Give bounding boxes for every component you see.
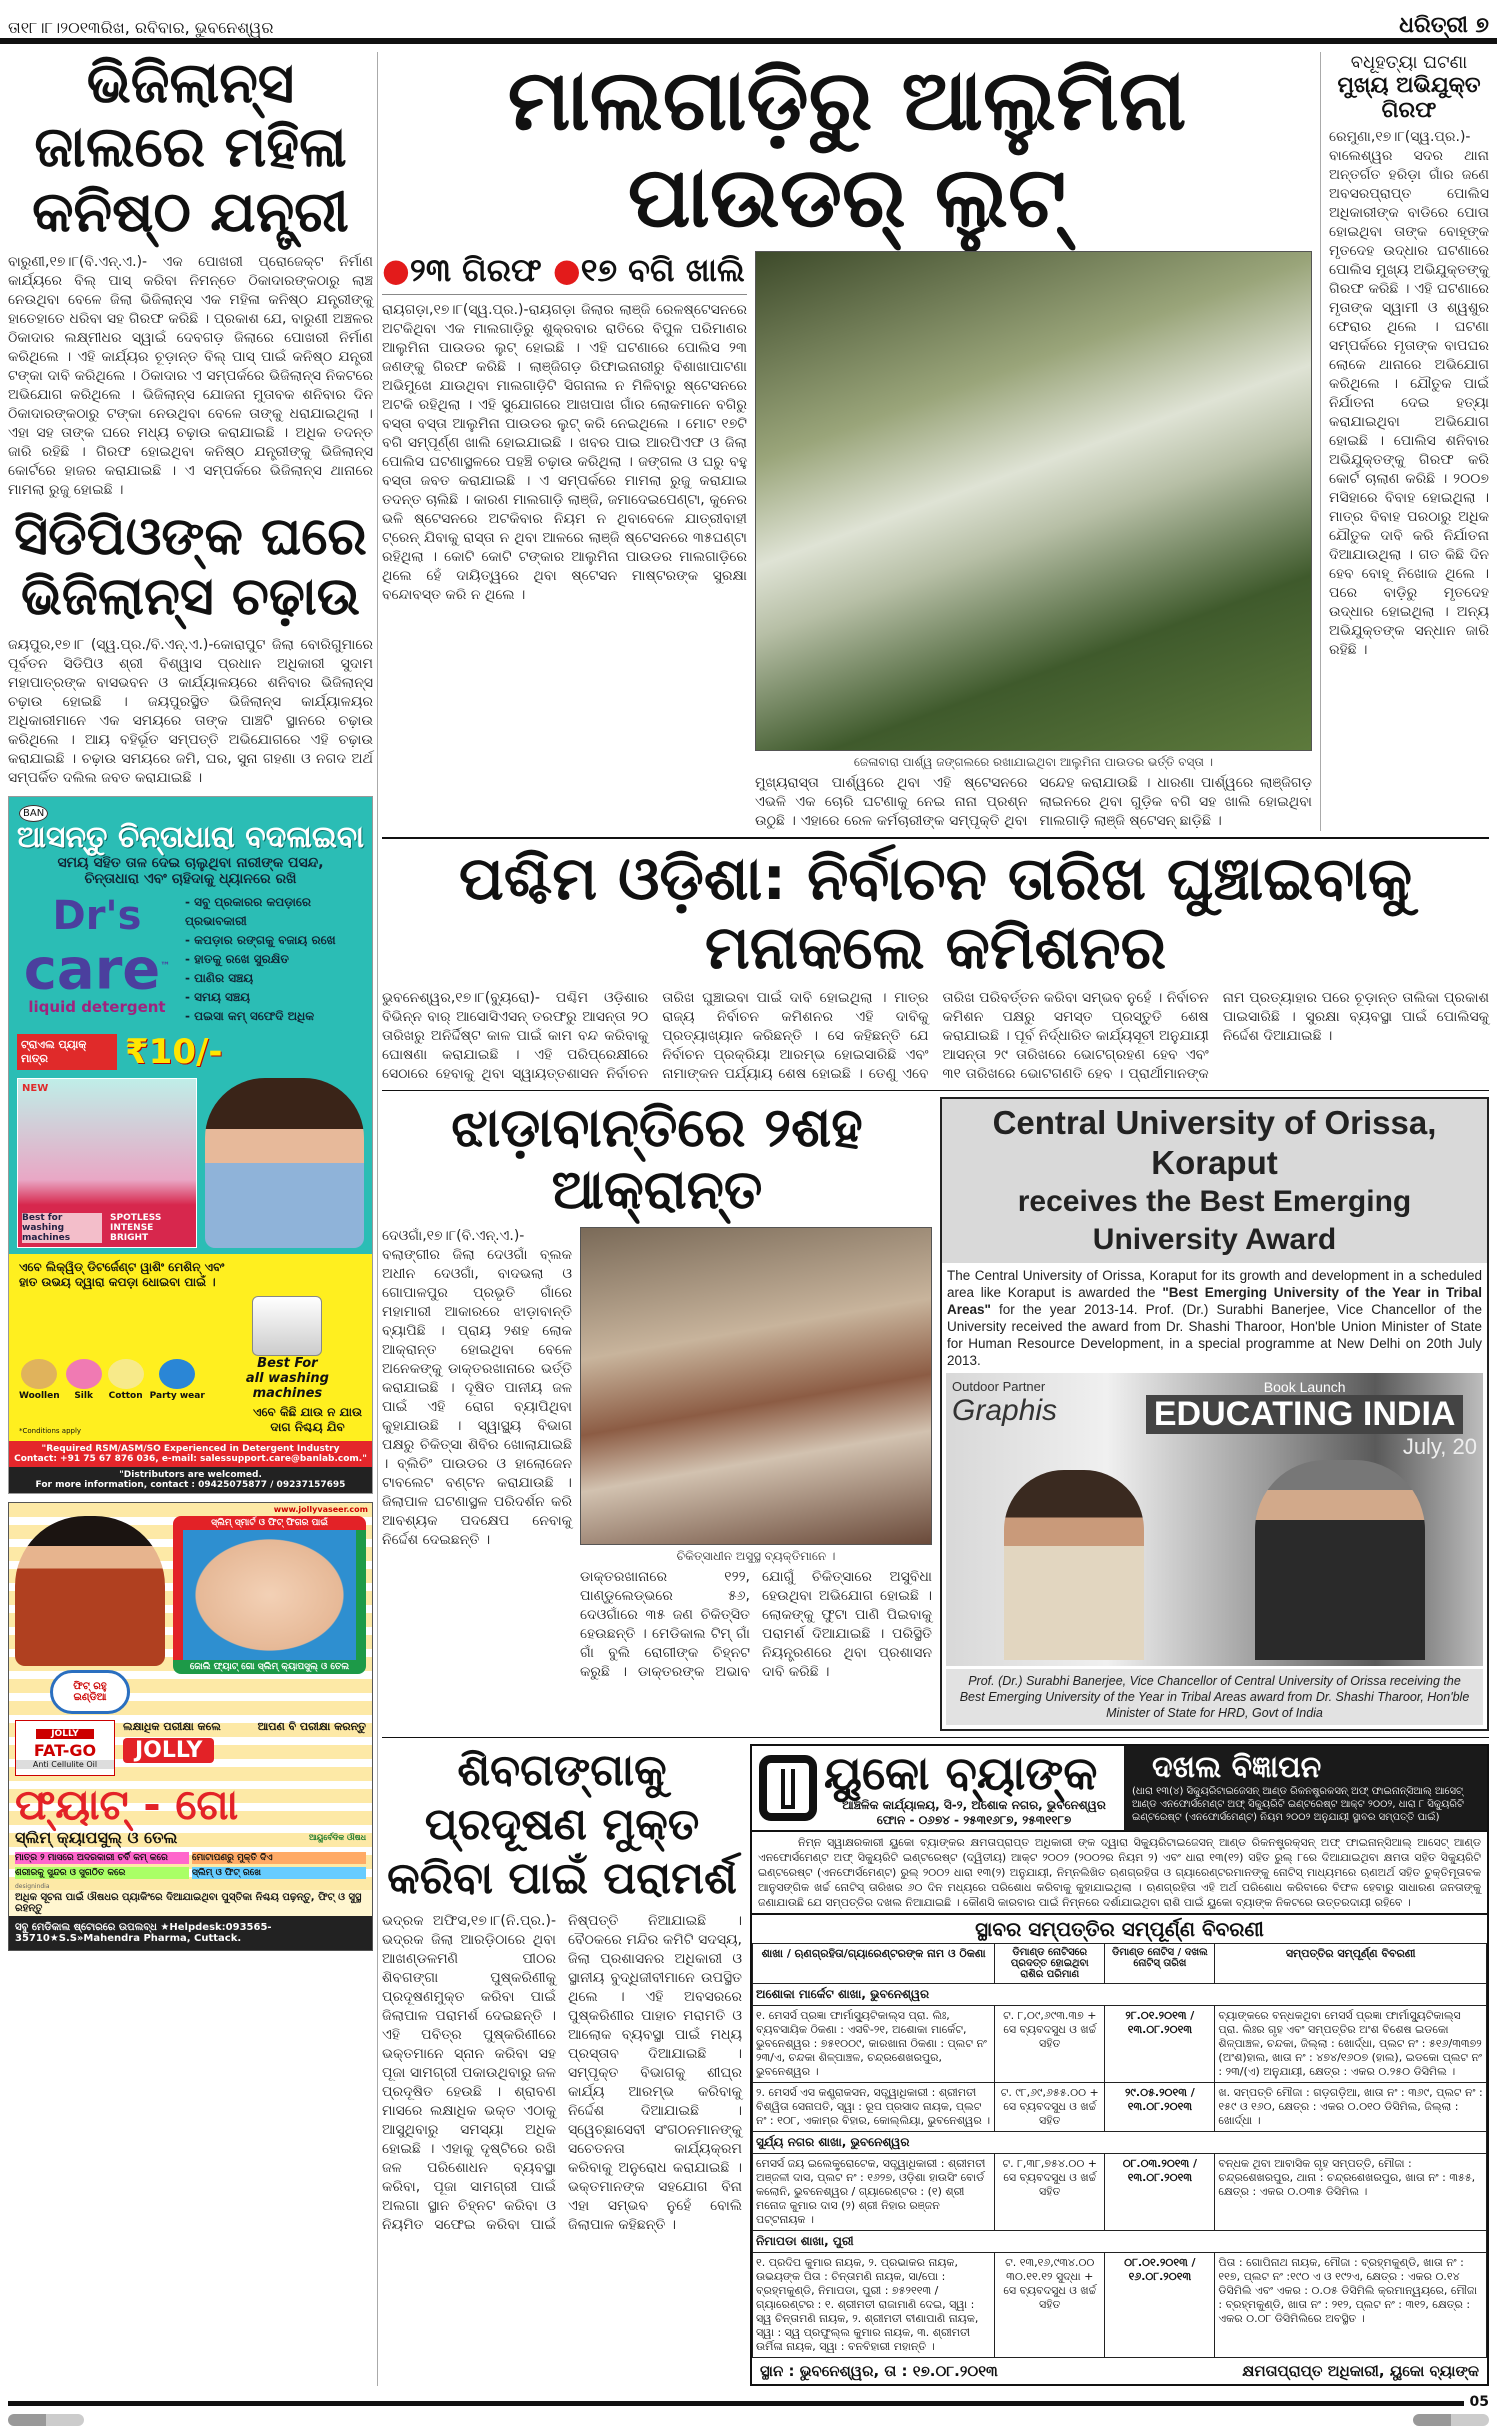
cholera-article-body: ଦେଓଗାଁ,୧୭।୮(ବି.ଏନ୍.ଏ.)- ବଲାଙ୍ଗୀର ଜିଲା ଦେଓଗାଁ ବ୍ଲକ ଅଧୀନ ଦେଓଗାଁ, ବାଦଭଲା ଓ ଗୋପାଳପୁର ପ୍ରଭୃତି ଗାଁରେ ମହାମାରୀ ଆକାରରେ ଝାଡ଼ାବାନ୍ତି ବ୍ୟାପିଛି । ପ୍ରାୟ ୨ଶହ ଲୋକ ଆକ୍ରାନ୍ତ ହୋଇଥିବା ବେଳେ ଅନେକଙ୍କୁ ଡାକ୍ତରଖାନାରେ ଭର୍ତ୍ତି କରାଯାଇଛି । ଦୂଷିତ ପାନୀୟ ଜଳ ପାଇଁ ଏହି ରୋଗ ବ୍ୟାପିଥିବା କୁହାଯାଉଛି । ସ୍ୱାସ୍ଥ୍ୟ ବିଭାଗ ପକ୍ଷରୁ ଚିକିତ୍ସା ଶିବିର ଖୋଲାଯାଇଛି । ବ୍ଲିଚିଂ ପାଉଡର ଓ ହାଲୋଜେନ ଟାବଲେଟ ବଣ୍ଟନ କରାଯାଉଛି । ଜିଲାପାଳ ଘଟଣାସ୍ଥଳ ପରିଦର୍ଶନ କରି ଆବଶ୍ୟକ ପଦକ୍ଷେପ ନେବାକୁ ନିର୍ଦ୍ଦେଶ ଦେଇଛନ୍ତି । (382, 1228, 572, 1549)
stain-slogan: ଏବେ କିଛି ଯାଉ ନ ଯାଉ ଦାଗ ନିଶ୍ଚୟ ଯିବ (253, 1404, 362, 1434)
woman-photo (205, 1078, 364, 1248)
election-headline: ପଶ୍ଚିମ ଓଡ଼ିଶା: ନିର୍ବାଚନ ତାରିଖ ଘୁଞ୍ଚାଇବାକୁ ମନାକଲେ କମିଶନର (458, 844, 1413, 984)
uco-bank-name: ୟୁକୋ ବ୍ୟାଙ୍କ (824, 1746, 1098, 1801)
uco-address: ଆଞ୍ଚଳିକ କାର୍ଯ୍ୟାଳୟ, ସି-୨, ଅଶୋକ ନଗର, ଭୁବନେଶ୍ୱର (842, 1798, 1106, 1813)
notice-signatory: କ୍ଷମତାପ୍ରାପ୍ତ ଅଧିକାରୀ, ୟୁକୋ ବ୍ୟାଙ୍କ (1242, 2362, 1479, 2381)
lead-photo-caption: ଜେଳାବାରା ପାର୍ଶ୍ୱ ଜଙ୍ଗଲରେ ରଖାଯାଇଥିବା ଆଲୁମିନା ପାଉଡର ଭର୍ତ୍ତି ବସ୍ତା । (853, 755, 1214, 770)
page-name: ଧରିତ୍ରୀ ୭ (1399, 13, 1489, 38)
ad-headline: ଆସନ୍ତୁ ଚିନ୍ତାଧାରା ବଦଳାଇବା (16, 819, 365, 855)
patients-photo (580, 1227, 932, 1545)
cu-body: The Central University of Orissa, Koraput for its growth and development in a scheduled area like Koraput is awarded the "Best Emerging University of the Year in Tribal Areas" for the year 2013-14. Prof. (Dr.) Surabhi Banerjee, Vice Chancellor of the University received the award from Dr. Shashi Tharoor, Hon'ble Union Minister of State for Human Resource Development, in a special programme at New Delhi on 20th July 2013. (947, 1268, 1482, 1369)
table-row: ୧. ମେସର୍ସ ପ୍ରଜ୍ଞା ଫାର୍ମାସ୍ୟୁଟିକାଲ୍ସ ପ୍ରା. ଲିଃ, ବ୍ୟବସାୟିକ ଠିକଣା : ଏସବି-୨୧, ଅଶୋକା ମାର୍କେଟ, ଭୁବନେଶ୍ୱର : ୭୫୧୦୦୯, କାରଖାନା ଠିକଣା : ପ୍ଲଟ ନଂ ୨୩/ଏ, ଚନ୍ଦକା ଶିଳ୍ପାଞ୍ଚଳ, ଚନ୍ଦ୍ରଶେଖରପୁର, ଭୁବନେଶ୍ୱର । ଟ. ୮,୦୯,୬୯୩.୩୭ + ସେ ବ୍ୟବଦସୁଧ ଓ ଖର୍ଚ୍ଚ ସହିତ ୨୮.୦୧.୨୦୧୩ / ୧୩.୦୮.୨୦୧୩ ବ୍ୟାଙ୍କରେ ବନ୍ଧକଥିବା ମେସର୍ସ ପ୍ରଜ୍ଞା ଫାର୍ମାସ୍ୟୁଟିକାଲ୍ସ ପ୍ରା. ଲିଃର ଗୃହ ଏବଂ ସମ୍ପତ୍ତିର ଅଂଶ ବିଶେଷ ଇଡକୋ ଶିଳ୍ପାଞ୍ଚଳ, ଚନ୍ଦକା, ଜିଲ୍ଲା : ଖୋର୍ଦ୍ଧା, ପ୍ଲଟ ନଂ : ୫୧୬/୩୩୭୨ (ଅଂଶ)ହାଲ, ଖାତା ନଂ : ୪୭୪/୧୬୦୭ (ହାଲ), ଇଡକୋ ପ୍ଲଟ ନଂ : ୨୩/(ଏ) ଅନୁଯାୟୀ, କ୍ଷେତ୍ର : ଏକର ୦.୨୫୦ ଡିସିମିଲ । (753, 2006, 1487, 2083)
fat-go-subtitle: ସ୍ଲିମ୍ କ୍ୟାପସୁଲ୍ ଓ ତେଲ (15, 1827, 178, 1847)
shivganga-headline: ଶିବଗଙ୍ଗାକୁ ପ୍ରଦୂଷଣ ମୁକ୍ତ କରିବା ପାଇଁ ପରାମର୍ଶ (387, 1745, 737, 1905)
cholera-photo-caption: ଚିକିତ୍ସାଧୀନ ଅସୁସ୍ଥ ବ୍ୟକ୍ତିମାନେ । (676, 1549, 836, 1564)
benefits-list: ମାତ୍ର ୨ ମାସରେ ଅଦରକାରୀ ଚର୍ବି କମ୍ କରେ ମୋଟାପଣରୁ ମୁକ୍ତି ଦିଏ ଶରୀରକୁ ସୁନ୍ଦର ଓ ସୁଗଠିତ କରେ ସ୍ଲିମ୍ ଓ ଫିଟ୍ ରଖେ (9, 1848, 372, 1883)
washing-machine-block (213, 1296, 362, 1401)
woollen-icon: Woollen (19, 1359, 60, 1401)
election-article-body: ଭୁବନେଶ୍ୱର,୧୭।୮(ବ୍ୟୁରୋ)- ପଶ୍ଚିମ ଓଡ଼ିଶାର ବିଭିନ୍ନ ବାର୍ ଆସୋସିଏସନ୍ ତରଫରୁ ଆସନ୍ତା ୨୦ ତାରିଖରୁ ଅନିର୍ଦ୍ଦିଷ୍ଟ କାଳ ପାଇଁ କାମ ବନ୍ଦ କରିବାକୁ ଘୋଷଣା କରାଯାଇଛି । ଏହି ପରିପ୍ରେକ୍ଷୀରେ ସେଠାରେ ହେବାକୁ ଥିବା ସ୍ୱାୟତ୍ତଶାସନ ନିର୍ବାଚନ ତାରିଖ ଘୁଞ୍ଚାଇବା ପାଇଁ ଦାବି ହୋଇଥିଲା । ମାତ୍ର ରାଜ୍ୟ ନିର୍ବାଚନ କମିଶନର ଏହି ଦାବିକୁ ପ୍ରତ୍ୟାଖ୍ୟାନ କରିଛନ୍ତି । ସେ କହିଛନ୍ତି ଯେ ନିର୍ବାଚନ ପ୍ରକ୍ରିୟା ଆରମ୍ଭ ହୋଇସାରିଛି ଏବଂ ନାମାଙ୍କନ ପର୍ଯ୍ୟାୟ ଶେଷ ହୋଇଛି । ତେଣୁ ଏବେ ତାରିଖ ପରିବର୍ତ୍ତନ କରିବା ସମ୍ଭବ ନୁହେଁ । ନିର୍ବାଚନ କମିଶନ ପକ୍ଷରୁ ସମସ୍ତ ପ୍ରସ୍ତୁତି ଶେଷ କରାଯାଇଛି । ପୂର୍ବ ନିର୍ଦ୍ଧାରିତ କାର୍ଯ୍ୟସୂଚୀ ଅନୁଯାୟୀ ଆସନ୍ତା ୨୯ ତାରିଖରେ ଭୋଟଗ୍ରହଣ ହେବ ଏବଂ ୩୧ ତାରିଖରେ ଭୋଟଗଣତି ହେବ । ପ୍ରାର୍ଥୀମାନଙ୍କ ନାମ ପ୍ରତ୍ୟାହାର ପରେ ଚୂଡ଼ାନ୍ତ ତାଲିକା ପ୍ରକାଶ ପାଇସାରିଛି । ସୁରକ୍ଷା ବ୍ୟବସ୍ଥା ପାଇଁ ପୋଲିସକୁ ନିର୍ଦ୍ଦେଶ ଦିଆଯାଇଛି । (382, 990, 1489, 1083)
table-section-row: ସୁର୍ଯ୍ୟ ନଗର ଶାଖା, ଭୁବନେଶ୍ୱର (753, 2132, 1487, 2154)
party-wear-icon: Party wear (150, 1359, 205, 1401)
registration-mark (8, 2414, 84, 2426)
detergent-pack-image: NEW Best for washing machines SPOTLESS INTENSE BRIGHT (17, 1078, 197, 1248)
award-photo-caption: Prof. (Dr.) Surabhi Banerjee, Vice Chancellor of Central University of Orissa receiving the Best Emerging University of the Year in Tribal Areas award from Dr. Shashi Tharoor, Hon'ble Minister of State for HRD, Govt of India (946, 1669, 1483, 1725)
vigilance-article-body: ବାରୁଣୀ,୧୭।୮(ବି.ଏନ୍.ଏ.)- ଏକ ପୋଖରୀ ପ୍ରୋଜେକ୍ଟ ନିର୍ମାଣ କାର୍ଯ୍ୟରେ ବିଲ୍ ପାସ୍ କରିବା ନିମନ୍ତେ ଠିକାଦାରଙ୍କଠାରୁ ଲାଞ୍ଚ ନେଉଥିବା ବେଳେ ଜିଲା ଭିଜିଲାନ୍ସ ଏକ ମହିଳା କନିଷ୍ଠ ଯନ୍ତ୍ରୀଙ୍କୁ ହାତେହାତେ ଧରିବା ସହ ଗିରଫ କରିଛି । ପ୍ରକାଶ ଯେ, ବାରୁଣୀ ଅଞ୍ଚଳର ଠିକାଦାର ଲକ୍ଷ୍ମୀଧର ସ୍ୱାଇଁ ଦେବଗଡ଼ ଜିଲାରେ ପୋଖରୀ ନିର୍ମାଣ କରିଥିଲେ । ଏହି କାର୍ଯ୍ୟର ଚୂଡ଼ାନ୍ତ ବିଲ୍ ପାସ୍ ପାଇଁ କନିଷ୍ଠ ଯନ୍ତ୍ରୀ ଟଙ୍କା ଦାବି କରିଥିଲେ । ଠିକାଦାର ଏ ସମ୍ପର୍କରେ ଭିଜିଲାନ୍ସ ନିକଟରେ ଅଭିଯୋଗ କରିଥିଲେ । ଭିଜିଲାନ୍ସ ଯୋଜନା ମୁତାବକ ଶନିବାର ଦିନ ଠିକାଦାରଙ୍କଠାରୁ ଟଙ୍କା ନେଉଥିବା ବେଳେ ତାଙ୍କୁ ଧରାଯାଇଥିଲା । ଏହା ସହ ତାଙ୍କ ଘରେ ମଧ୍ୟ ଚଢ଼ାଉ କରାଯାଇଛି । ଅଧିକ ତଦନ୍ତ ଜାରି ରହିଛି । ଗିରଫ ହୋଇଥିବା କନିଷ୍ଠ ଯନ୍ତ୍ରୀଙ୍କୁ ଭିଜିଲାନ୍ସ କୋର୍ଟରେ ହାଜର କରାଯାଇଛି । ଏ ସମ୍ପର୍କରେ ଭିଜିଲାନ୍ସ ଥାନାରେ ମାମଲା ରୁଜୁ ହୋଇଛି । (8, 254, 373, 499)
uco-bank-possession-notice (750, 1744, 1489, 2386)
vice-chancellor-figure (1004, 1470, 1144, 1660)
central-university-advertorial (940, 1097, 1489, 1731)
issue-date: ତା୧୮।୮।୨୦୧୩ରିଖ, ରବିବାର, ଭୁବନେଶ୍ୱର (8, 18, 274, 37)
uco-phone: ଫୋନ - ୦୬୭୪ - ୨୫୩୧୬୮୭, ୨୫୩୧୧୮୭ (876, 1813, 1072, 1828)
bullet-icon: ● (382, 251, 410, 290)
helpdesk-bar: ସବୁ ମେଡିକାଲ ଷ୍ଟୋରରେ ଉପଲବ୍ଧ ★Helpdesk:093565-35710★S.S»Mahendra Pharma, Cuttack. (9, 1916, 372, 1950)
silk-icon: Silk (66, 1359, 102, 1401)
ban-logo: BAN (19, 805, 48, 822)
jolly-website: www.jollyvaseer.com (273, 1504, 368, 1514)
lead-article-body: ରାୟଗଡ଼ା,୧୭।୮(ସ୍ୱ.ପ୍ର.)-ରାୟଗଡ଼ା ଜିଲାର ଲାଞ୍ଜି ରେଳଷ୍ଟେସନରେ ଅଟକିଥିବା ଏକ ମାଲଗାଡ଼ିରୁ ଶୁକ୍ରବାର ରାତିରେ ବିପୁଳ ପରିମାଣର ଆଲୁମିନା ପାଉଡର ଲୁଟ୍ ହୋଇଛି । ଏହି ଘଟଣାରେ ପୋଲିସ ୨୩ ଜଣଙ୍କୁ ଗିରଫ କରିଛି । ଲାଞ୍ଜିଗଡ଼ ରିଫାଇନାରୀରୁ ବିଶାଖାପାଟଣା ଅଭିମୁଖେ ଯାଉଥିବା ମାଲଗାଡ଼ିଟି ସିଗନାଲ ନ ମିଳିବାରୁ ଷ୍ଟେସନରେ ଅଟକି ରହିଥିଲା । ଏହି ସୁଯୋଗରେ ଆଖପାଖ ଗାଁର ଲୋକମାନେ ବଗିରୁ ବସ୍ତା ବସ୍ତା ଆଲୁମିନା ପାଉଡର ଲୁଟ୍ କରି ନେଇଥିଲେ । ମୋଟ ୧୭ଟି ବଗି ସମ୍ପୂର୍ଣ୍ଣ ଖାଲି ହୋଇଯାଇଛି । ଖବର ପାଇ ଆରପିଏଫ ଓ ଜିଲା ପୋଲିସ ଘଟଣାସ୍ଥଳରେ ପହଞ୍ଚି ଚଢ଼ାଉ କରିଥିଲା । ଜଙ୍ଗଲ ଓ ଘରୁ ବହୁ ବସ୍ତା ଜବତ କରାଯାଇଛି । ଏ ସମ୍ପର୍କରେ ମାମଲା ରୁଜୁ କରାଯାଇ ତଦନ୍ତ ଚାଲିଛି । କାରଣ ମାଲଗାଡ଼ି ଲାଞ୍ଜି, ଜମାଦେଇପେଣ୍ଟା, କୁନେର ଭଳି ଷ୍ଟେସନରେ ଅଟକିବାର ନିୟମ ନ ଥିବାବେଳେ ଯାତ୍ରୀବାହୀ ଟ୍ରେନ୍ ଯିବାକୁ ରାସ୍ତା ନ ଥିବା ଆଳରେ ଲାଞ୍ଜି ଷ୍ଟେସନରେ ୩୫ଘଣ୍ଟା ରହିଥିଲା । କୋଟି କୋଟି ଟଙ୍କାର ଆଲୁମିନା ପାଉଡର ମାଲଗାଡ଼ିରେ ଥିଲେ ହେଁ ଦାୟିତ୍ୱରେ ଥିବା ଷ୍ଟେସନ ମାଷ୍ଟରଙ୍କ ସୁରକ୍ଷା ବନ୍ଦୋବସ୍ତ କରି ନ ଥିଲେ । (382, 302, 747, 604)
alumina-sacks-photo (755, 251, 1312, 751)
lead-subheadline: ●୨୩ ଗିରଫ ●୧୭ ବଗି ଖାଲି (382, 251, 747, 295)
fit-india-badge: ଫିଟ୍ ରହୁ ଇଣ୍ଡିଆ (50, 1670, 130, 1714)
table-row: ମେସର୍ସ ଜୟ ଇଲେକ୍ଟ୍ରୋଟେକ, ସତ୍ତ୍ୱାଧିକାରୀ : ଶ୍ରୀମତୀ ଅଞ୍ଜଳୀ ଦାସ, ପ୍ଲଟ ନଂ : ୧୬୨୭, ଓଡ଼ିଶା ହାଉସିଂ ବୋର୍ଡ କଲୋନି, ଭୁବନେଶ୍ୱର / ଗ୍ୟାରେଣ୍ଟର : (୧) ଶ୍ରୀ ମନୋଜ କୁମାର ଦାସ (୨) ଶ୍ରୀ ନିହାର ରଞ୍ଜନ ପଟ୍ଟନାୟକ । ଟ. ୮,୩୮,୭୫୪.୦୦ + ସେ ବ୍ୟବଦସୁଧ ଓ ଖର୍ଚ୍ଚ ସହିତ ୦୮.୦୩.୨୦୧୩ / ୧୩.୦୮.୨୦୧୩ ବନ୍ଧକ ଥିବା ଆବାସିକ ଗୃହ ସମ୍ପତ୍ତି, ମୌଜା : ଚନ୍ଦ୍ରଶେଖରପୁର, ଥାନା : ଚନ୍ଦ୍ରଶେଖରପୁର, ଖାତା ନଂ : ୩୫୫, କ୍ଷେତ୍ର : ଏକର ୦.୦୩୫ ଡିସିମିଲ । (753, 2154, 1487, 2231)
shivganga-article-body: ଭଦ୍ରକ ଅଫିସ,୧୭।୮(ନି.ପ୍ର.)- ଭଦ୍ରକ ଜିଲା ଆରଡ଼ିଠାରେ ଥିବା ଆଖଣ୍ଡଳମଣି ପୀଠର ଶିବଗଙ୍ଗା ପୁଷ୍କରିଣୀକୁ ପ୍ରଦୂଷଣମୁକ୍ତ କରିବା ପାଇଁ ଜିଲାପାଳ ପରାମର୍ଶ ଦେଇଛନ୍ତି । ଏହି ପବିତ୍ର ପୁଷ୍କରିଣୀରେ ଭକ୍ତମାନେ ସ୍ନାନ କରିବା ସହ ପୂଜା ସାମଗ୍ରୀ ପକାଉଥିବାରୁ ଜଳ ପ୍ରଦୂଷିତ ହେଉଛି । ଶ୍ରାବଣ ମାସରେ ଲକ୍ଷାଧିକ ଭକ୍ତ ଏଠାକୁ ଆସୁଥିବାରୁ ସମସ୍ୟା ଅଧିକ ହୋଇଛି । ଏହାକୁ ଦୃଷ୍ଟିରେ ରଖି ଜଳ ପରିଶୋଧନ ବ୍ୟବସ୍ଥା କରିବା, ପୂଜା ସାମଗ୍ରୀ ପାଇଁ ଅଲଗା ସ୍ଥାନ ଚିହ୍ନଟ କରିବା ଓ ନିୟମିତ ସଫେଇ କରିବା ପାଇଁ ନିଷ୍ପତ୍ତି ନିଆଯାଇଛି । ବୈଠକରେ ମନ୍ଦିର କମିଟି ସଦସ୍ୟ, ଜିଲା ପ୍ରଶାସନର ଅଧିକାରୀ ଓ ସ୍ଥାନୀୟ ବୁଦ୍ଧିଜୀବୀମାନେ ଉପସ୍ଥିତ ଥିଲେ । ଏହି ଅବସରରେ ପୁଷ୍କରିଣୀର ପାହାଚ ମରାମତି ଓ ଆଲୋକ ବ୍ୟବସ୍ଥା ପାଇଁ ମଧ୍ୟ ପ୍ରସ୍ତାବ ଦିଆଯାଇଛି । ସମ୍ପୃକ୍ତ ବିଭାଗକୁ ଶୀଘ୍ର କାର୍ଯ୍ୟ ଆରମ୍ଭ କରିବାକୁ ନିର୍ଦ୍ଦେଶ ଦିଆଯାଇଛି । ସ୍ୱେଚ୍ଛାସେବୀ ସଂଗଠନମାନଙ୍କୁ ସଚେତନତା କାର୍ଯ୍ୟକ୍ରମ କରିବାକୁ ଅନୁରୋଧ କରାଯାଇଛି । ଭକ୍ତମାନଙ୍କ ସହଯୋଗ ବିନା ଏହା ସମ୍ଭବ ନୁହେଁ ବୋଲି ଜିଲାପାଳ କହିଛନ୍ତି । (382, 1913, 742, 2234)
side-kicker: ବଧୂହତ୍ୟା ଘଟଣା (1350, 52, 1468, 73)
page-footer (8, 2394, 1489, 2410)
uco-logo-icon (752, 1746, 824, 1830)
right-area (382, 52, 1489, 2386)
cotton-icon: Cotton (108, 1359, 144, 1401)
registration-mark (1413, 2414, 1489, 2426)
property-table: ଶାଖା / ଋଣଗ୍ରହିତା/ଗ୍ୟାରେଣ୍ଟରଙ୍କ ନାମ ଓ ଠିକଣା ଡିମାଣ୍ଡ ନୋଟିସରେ ପ୍ରଦତ୍ତ ହୋଇଥିବା ରାଶିର ପରିମାଣ ଡିମାଣ୍ଡ ନୋଟିସ / ଦଖଲ ନୋଟିସ୍ ତାରିଖ ସମ୍ପତ୍ତିର ସମ୍ପୂର୍ଣ୍ଣ ବିବରଣୀ ଅଶୋକା ମାର୍କେଟ ଶାଖା, ଭୁବନେଶ୍ୱର ୧. ମେସର୍ସ ପ୍ରଜ୍ଞା ଫାର୍ମାସ୍ୟୁଟିକାଲ୍ସ ପ୍ରା. ଲିଃ, ବ୍ୟବସାୟିକ ଠିକଣା : ଏସବି-୨୧, ଅଶୋକା ମାର୍କେଟ, ଭୁବନେଶ୍ୱର : ୭୫୧୦୦୯, କାରଖାନା ଠିକଣା : ପ୍ଲଟ ନଂ ୨୩/ଏ, ଚନ୍ଦକା ଶିଳ୍ପାଞ୍ଚଳ, ଚନ୍ଦ୍ରଶେଖରପୁର, ଭୁବନେଶ୍ୱର । ଟ. ୮,୦୯,୬୯୩.୩୭ + ସେ ବ୍ୟବଦସୁଧ ଓ ଖର୍ଚ୍ଚ ସହିତ ୨୮.୦୧.୨୦୧୩ / ୧୩.୦୮.୨୦୧୩ ବ୍ୟାଙ୍କରେ ବନ୍ଧକଥିବା ମେସର୍ସ ପ୍ରଜ୍ଞା ଫାର୍ମାସ୍ୟୁଟିକାଲ୍ସ ପ୍ରା. ଲିଃର ଗୃହ ଏବଂ ସମ୍ପତ୍ତିର ଅଂଶ ବିଶେଷ ଇଡକୋ ଶିଳ୍ପାଞ୍ଚଳ, ଚନ୍ଦକା, ଜିଲ୍ଲା : ଖୋର୍ଦ୍ଧା, ପ୍ଲଟ ନଂ : ୫୧୬/୩୩୭୨ (ଅଂଶ)ହାଲ, ଖାତା ନଂ : ୪୭୪/୧୬୦୭ (ହାଲ), ଇଡକୋ ପ୍ଲଟ ନଂ : ୨୩/(ଏ) ଅନୁଯାୟୀ, କ୍ଷେତ୍ର : ଏକର ୦.୨୫୦ ଡିସିମିଲ । ୨. ମେସର୍ସ ଏସ କଣ୍ଡ୍ରାକସନ, ସତ୍ତ୍ୱାଧିକାରୀ : ଶ୍ରୀମତୀ ବିଶ୍ୱିତା ସେନାପତି, ସ୍ୱା : ରୂପ ପ୍ରସାଦ ନାୟକ, ପ୍ଲଟ ନଂ : ୧୦୮, ଏକାମ୍ର ବିହାର, କୋଲ୍ଲିୟା, ଭୁବନେଶ୍ୱର । ଟ. ୯୮,୬୯,୬୫୫.୦୦ + ସେ ବ୍ୟବଦସୁଧ ଓ ଖର୍ଚ୍ଚ ସହିତ ୨୯.୦୫.୨୦୧୩ / ୧୩.୦୮.୨୦୧୩ ଖ. ସମ୍ପତ୍ତି ମୌଜା : ଗଡ଼ଗଡ଼ିଆ, ଖାତା ନଂ : ୩୬୯, ପ୍ଲଟ ନଂ : ୧୫୯ ଓ ୧୬୦, କ୍ଷେତ୍ର : ଏକର ୦.୦୧୦ ଡିସିମିଲ, ଜିଲ୍ଲା : ଖୋର୍ଦ୍ଧା । ସୁର୍ଯ୍ୟ ନଗର ଶାଖା, ଭୁବନେଶ୍ୱର ମେସର୍ସ ଜୟ ଇଲେକ୍ଟ୍ରୋଟେକ, ସତ୍ତ୍ୱାଧିକାରୀ : ଶ୍ରୀମତୀ ଅଞ୍ଜଳୀ ଦାସ, ପ୍ଲଟ ନଂ : ୧୬୨୭, ଓଡ଼ିଶା ହାଉସିଂ ବୋର୍ଡ କଲୋନି, ଭୁବନେଶ୍ୱର / ଗ୍ୟାରେଣ୍ଟର : (୧) ଶ୍ରୀ ମନୋଜ କୁମାର ଦାସ (୨) ଶ୍ରୀ ନିହାର ରଞ୍ଜନ ପଟ୍ଟନାୟକ । ଟ. ୮,୩୮,୭୫୪.୦୦ + ସେ ବ୍ୟବଦସୁଧ ଓ ଖର୍ଚ୍ଚ ସହିତ ୦୮.୦୩.୨୦୧୩ / ୧୩.୦୮.୨୦୧୩ ବନ୍ଧକ ଥିବା ଆବାସିକ ଗୃହ ସମ୍ପତ୍ତି, ମୌଜା : ଚନ୍ଦ୍ରଶେଖରପୁର, ଥାନା : ଚନ୍ଦ୍ରଶେଖରପୁର, ଖାତା ନଂ : ୩୫୫, କ୍ଷେତ୍ର : ଏକର ୦.୦୩୫ ଡିସିମିଲ । ନିମାପଡା ଶାଖା, ପୁରୀ ୧. ପ୍ରଦିପ କୁମାର ନାୟକ, ୨. ପ୍ରଭାକର ନାୟକ, ଉଭୟଙ୍କ ପିତା : ଚିନ୍ତାମଣି ନାୟକ, ସା/ପୋ : ବ୍ରହ୍ମକୁଣ୍ଡି, ନିମାପଡା, ପୁରୀ : ୭୫୨୧୧୩ / ଗ୍ୟାରେଣ୍ଟର : ୧. ଶ୍ରୀମତୀ ରାଜାମାଣି ଦେଇ, ସ୍ୱା : ସ୍ୱ ଚିନ୍ତାମଣି ନାୟକ, ୨. ଶ୍ରୀମତୀ ବୀଣାପାଣି ନାୟକ, ସ୍ୱା : ସ୍ୱ ପ୍ରଫୁଲ୍ଲ କୁମାର ନାୟକ, ୩. ଶ୍ରୀମତୀ ଉର୍ମିଳା ନାୟକ, ସ୍ୱା : ବନବିହାରୀ ମହାନ୍ତି । ଟ. ୧୩,୧୬,୯୩୪.୦୦ ୩୦.୧୧.୧୨ ସୁଦ୍ଧା + ସେ ବ୍ୟବଦସୁଧ ଓ ଖର୍ଚ୍ଚ ସହିତ ୦୮.୦୧.୨୦୧୩ / ୧୬.୦୮.୨୦୧୩ ପିତା : ଗୋପିନାଥ ନାୟକ, ମୌଜା : ବ୍ରହ୍ମକୁଣ୍ଡି, ଖାତା ନଂ : ୧୧୭, ପ୍ଲଟ ନଂ :୧୯୦ ଏ ଓ ୧୯୨ଏ, କ୍ଷେତ୍ର : ଏକର ୦.୧୪ ଡିସିମିଲି ଏବଂ ଏକର : ୦.୦୫ ଡିସିମିଲି କ୍ରମାନ୍ୱୟରେ, ମୌଜା : ବ୍ରହ୍ମକୁଣ୍ଡି, ଖାତା ନଂ : ୨୧୨, ପ୍ଲଟ ନଂ : ୩୧୨, କ୍ଷେତ୍ର : ଏକର ୦.୦୮ ଡିସିମିଲିରେ ଅବସ୍ଥିତ । (752, 1943, 1487, 2358)
page-body (8, 52, 1489, 2386)
lead-headline: ମାଲଗାଡ଼ିରୁ ଆଲୁମିନା ପାଉଡର୍ ଲୁଟ୍ (507, 51, 1187, 246)
side-article-body: ରେମୁଣା,୧୭।୮(ସ୍ୱ.ପ୍ର.)- ବାଲେଶ୍ୱର ସଦର ଥାନା ଅନ୍ତର୍ଗତ ହରିଡ଼ା ଗାଁର ଜଣେ ଅବସରପ୍ରାପ୍ତ ପୋଲିସ ଅଧିକାରୀଙ୍କ ବାଡିରେ ପୋତା ହୋଇଥିବା ତାଙ୍କ ବୋହୂଙ୍କ ମୃତଦେହ ଉଦ୍ଧାର ଘଟଣାରେ ପୋଲିସ ମୁଖ୍ୟ ଅଭିଯୁକ୍ତଙ୍କୁ ଗିରଫ କରିଛି । ଏହି ଘଟଣାରେ ମୃତାଙ୍କ ସ୍ୱାମୀ ଓ ଶ୍ୱଶୁର ଫେରାର ଥିଲେ । ଘଟଣା ସମ୍ପର୍କରେ ମୃତାଙ୍କ ବାପଘର ଲୋକେ ଥାନାରେ ଅଭିଯୋଗ କରିଥିଲେ । ଯୌତୁକ ପାଇଁ ନିର୍ଯାତନା ଦେଇ ହତ୍ୟା କରାଯାଇଥିବା ଅଭିଯୋଗ ହୋଇଛି । ପୋଲିସ ଶନିବାର ଅଭିଯୁକ୍ତଙ୍କୁ ଗିରଫ କରି କୋର୍ଟ ଚାଲାଣ କରିଛି । ୨୦୦୭ ମସିହାରେ ବିବାହ ହୋଇଥିଲା । ମାତ୍ର ବିବାହ ପରଠାରୁ ଅଧିକ ଯୌତୁକ ଦାବି କରି ନିର୍ଯାତନା ଦିଆଯାଉଥିଲା । ଗତ କିଛି ଦିନ ହେବ ବୋହୂ ନିଖୋଜ ଥିଲେ । ପରେ ବାଡ଼ିରୁ ମୃତଦେହ ଉଦ୍ଧାର ହୋଇଥିଲା । ଅନ୍ୟ ଅଭିଯୁକ୍ତଙ୍କ ସନ୍ଧାନ ଜାରି ରହିଛି । (1329, 128, 1489, 658)
table-section-row: ନିମାପଡା ଶାଖା, ପୁରୀ (753, 2231, 1487, 2253)
fabric-icons (19, 1359, 205, 1401)
side-headline: ମୁଖ୍ୟ ଅଭିଯୁକ୍ତ ଗିରଫ (1337, 73, 1481, 124)
ad-sub1: ସମୟ ସହିତ ତାଳ ଦେଇ ଚାଲୁଥିବା ନାରୀଙ୍କ ପସନ୍ଦ, (57, 854, 324, 871)
header-rule (0, 38, 1497, 44)
vigilance-headline: ଭିଜିଲାନ୍ସ ଜାଲରେ ମହିଳା କନିଷ୍ଠ ଯନ୍ତ୍ରୀ (32, 51, 349, 245)
cdpo-article-body: ଜୟପୁର,୧୭।୮ (ସ୍ୱ.ପ୍ର./ବି.ଏନ୍.ଏ.)-କୋରାପୁଟ ଜିଲା ବୋରିଗୁମାରେ ପୂର୍ବତନ ସିଡିପିଓ ଶ୍ରୀ ବିଶ୍ୱାସ ପ୍ରଧାନ ଅଧିକାରୀ ସୁଦାମ ମହାପାତ୍ରଙ୍କ ବାସଭବନ ଓ କାର୍ଯ୍ୟାଳୟରେ ଶନିବାର ଭିଜିଲାନ୍ସ ଚଢ଼ାଉ ହୋଇଛି । ଜୟପୁରସ୍ଥିତ ଭିଜିଲାନ୍ସ କାର୍ଯ୍ୟାଳୟର ଅଧିକାରୀମାନେ ଏକ ସମୟରେ ତାଙ୍କ ପାଞ୍ଚଟି ସ୍ଥାନରେ ଚଢ଼ାଉ କରିଥିଲେ । ଆୟ ବହିର୍ଭୂତ ସମ୍ପତ୍ତି ଅଭିଯୋଗରେ ଏହି ଚଢ଼ାଉ କରାଯାଇଛି । ଚଢ଼ାଉ ସମୟରେ ଜମି, ଘର, ସୁନା ଗହଣା ଓ ନଗଦ ଅର୍ଥ ସମ୍ପର୍କିତ ଦଲିଲ ଜବତ କରାଯାଇଛି । (8, 636, 373, 786)
table-row: ୧. ପ୍ରଦିପ କୁମାର ନାୟକ, ୨. ପ୍ରଭାକର ନାୟକ, ଉଭୟଙ୍କ ପିତା : ଚିନ୍ତାମଣି ନାୟକ, ସା/ପୋ : ବ୍ରହ୍ମକୁଣ୍ଡି, ନିମାପଡା, ପୁରୀ : ୭୫୨୧୧୩ / ଗ୍ୟାରେଣ୍ଟର : ୧. ଶ୍ରୀମତୀ ରାଜାମାଣି ଦେଇ, ସ୍ୱା : ସ୍ୱ ଚିନ୍ତାମଣି ନାୟକ, ୨. ଶ୍ରୀମତୀ ବୀଣାପାଣି ନାୟକ, ସ୍ୱା : ସ୍ୱ ପ୍ରଫୁଲ୍ଲ କୁମାର ନାୟକ, ୩. ଶ୍ରୀମତୀ ଉର୍ମିଳା ନାୟକ, ସ୍ୱା : ବନବିହାରୀ ମହାନ୍ତି । ଟ. ୧୩,୧୬,୯୩୪.୦୦ ୩୦.୧୧.୧୨ ସୁଦ୍ଧା + ସେ ବ୍ୟବଦସୁଧ ଓ ଖର୍ଚ୍ଚ ସହିତ ୦୮.୦୧.୨୦୧୩ / ୧୬.୦୮.୨୦୧୩ ପିତା : ଗୋପିନାଥ ନାୟକ, ମୌଜା : ବ୍ରହ୍ମକୁଣ୍ଡି, ଖାତା ନଂ : ୧୧୭, ପ୍ଲଟ ନଂ :୧୯୦ ଏ ଓ ୧୯୨ଏ, କ୍ଷେତ୍ର : ଏକର ୦.୧୪ ଡିସିମିଲି ଏବଂ ଏକର : ୦.୦୫ ଡିସିମିଲି କ୍ରମାନ୍ୱୟରେ, ମୌଜା : ବ୍ରହ୍ମକୁଣ୍ଡି, ଖାତା ନଂ : ୨୧୨, ପ୍ଲଟ ନଂ : ୩୧୨, କ୍ଷେତ୍ର : ଏକର ୦.୦୮ ଡିସିମିଲିରେ ଅବସ୍ଥିତ । (753, 2253, 1487, 2358)
table-section-row: ଅଶୋକା ମାର୍କେଟ ଶାଖା, ଭୁବନେଶ୍ୱର (753, 1984, 1487, 2006)
fat-go-box-image: JOLLY FAT-GO Anti Cellulite Oil (15, 1720, 115, 1776)
footer-rule (8, 2401, 1464, 2406)
recruitment-bar: "Required RSM/ASM/SO Experienced in Detergent Industry Contact: +91 75 67 876 036, e-mail: salessupport.care@banlab.com." (9, 1441, 372, 1467)
notice-title: ଦଖଲ ବିଜ୍ଞାପନ (1152, 1750, 1322, 1786)
column-divider (377, 52, 378, 2386)
ad-yellow-panel: ଏବେ ଲିକ୍ୱିଡ୍ ଡିଟର୍ଜେଣ୍ଟ ୱାଶିଂ ମେଶିନ୍ ଏବଂ ହାତ ଉଭୟ ଦ୍ୱାରା କପଡ଼ା ଧୋଇବା ପାଇଁ । Woollen Silk Cotton Party wear Best For all washing machines *Conditions apply ଏବେ କିଛି ଯାଉ ନ ଯାଉ ଦାଗ ନିଶ୍ଚୟ ଯିବ (9, 1254, 372, 1441)
bullet-icon: ● (552, 251, 581, 290)
table-title: ସ୍ଥାବର ସମ୍ପତ୍ତିର ସମ୍ପୂର୍ଣ୍ଣ ବିବରଣୀ (752, 1913, 1487, 1943)
left-column (8, 52, 373, 2386)
info-line: ଅଧିକ ସୂଚନା ପାଇଁ ଔଷଧର ପ୍ୟାକିଂରେ ଦିଆଯାଇଥିବା ପୁସ୍ତିକା ନିଶ୍ଚୟ ପଢ଼ନ୍ତୁ, ଫିଟ୍ ଓ ସୁସ୍ଥ ରହନ୍ତୁ (9, 1890, 372, 1916)
cdpo-headline: ସିଡିପିଓଙ୍କ ଘରେ ଭିଜିଲାନ୍ସ ଚଢ଼ାଉ (14, 507, 367, 627)
trial-pack-badge: ଟ୍ରାଏଲ ପ୍ୟାକ୍ ମାତ୍ର (17, 1034, 117, 1070)
notice-intro: ନିମ୍ନ ସ୍ୱାକ୍ଷରକାରୀ ୟୁକୋ ବ୍ୟାଙ୍କର କ୍ଷମତାପ୍ରାପ୍ତ ଅଧିକାରୀ ଙ୍କ ଦ୍ୱାରା ସିକ୍ୟୁରିଟାଇଜେସନ୍ ଆଣ୍ଡ ରିକନଷ୍ଟ୍ରକ୍ସନ୍ ଅଫ୍ ଫାଇନାନ୍ସିଆଲ୍ ଆସେଟ୍ ଆଣ୍ଡ ଏନଫୋର୍ସମେଣ୍ଟ ଅଫ୍ ସିକ୍ୟୁରିଟି ଇଣ୍ଟରେଷ୍ଟ (ଦ୍ୱିତୀୟ) ଆକ୍ଟ ୨୦୦୨ (୨୦୦୨ର ନିୟମ ୨) ଏବଂ ଧାରା ୧୩(୧୨) ସହିତ ରୁଲ୍ ୮ରେ ଦିଆଯାଇଥିବା କ୍ଷମତା ସହିତ ସିକ୍ୟୁରିଟି ଇଣ୍ଟରେଷ୍ଟ (ଏନଫୋର୍ସମେଣ୍ଟ) ରୁଲ୍ ୨୦୦୨ ଧାରା ୧୩(୨) ଅନୁଯାୟୀ, ନିମ୍ନଲିଖିତ ଋଣଗ୍ରହିତା ଓ ଗ୍ୟାରେଣ୍ଟରମାନଙ୍କୁ ନୋଟିସ୍ ମାଧ୍ୟମରେ ଋଣଅର୍ଥ ସହିତ ଚୁକ୍ତିମୂତାବକ ଆନୁସଙ୍ଗିକ ଖର୍ଚ୍ଚ ନୋଟିସ୍ ତାରିଖର ୬୦ ଦିନ ମଧ୍ୟରେ ପରିଶୋଧ କରିବାକୁ କୁହାଯାଇଥିଲା । ଋଣଗ୍ରହିତା ଏହି ଅର୍ଥ ପରିଶୋଧ କରିବାରେ ବିଫଳ ହେବାରୁ ସାଧାରଣ ଜନତାଙ୍କୁ ଜଣାଯାଉଛି ଯେ ସମ୍ପତ୍ତିର ଦଖଲ ନିଆଯାଇଛି । କୌଣସି କାରବାର ପାଇଁ ନିମ୍ନରେ ଦର୍ଶାଯାଇଥିବା ରାଶି ପାଇଁ ୟୁକୋ ବ୍ୟାଙ୍କ ନିକଟରେ ଉତ୍ତରଦାୟୀ ରହିବେ । (758, 1836, 1481, 1910)
price-tag: ₹10/- (125, 1031, 223, 1072)
drs-care-logo: Dr's care™ liquid detergent (23, 892, 171, 1017)
distributors-bar: "Distributors are welcomed. For more information, contact : 09425075877 / 09237157695 (9, 1467, 372, 1493)
notice-place-date: ସ୍ଥାନ : ଭୁବନେଶ୍ୱର, ତା : ୧୭.୦୮.୨୦୧୩ (760, 2362, 998, 2381)
model-photo (15, 1516, 165, 1666)
fat-go-title: ଫ୍ୟାଟ୍ - ଗୋ (15, 1779, 239, 1829)
ad-sub2: ଚିନ୍ତାଧାରା ଏବଂ ଚାହିଦାକୁ ଧ୍ୟାନରେ ରଖି (84, 870, 297, 887)
cu-title: Central University of Orissa, Koraput receives the Best Emerging University Award (942, 1099, 1487, 1263)
slim-ring-badge: ସ୍ଲିମ୍ ସ୍ମାର୍ଟ ଓ ଫିଟ୍ ଫିଗର ପାଇଁ ଜୋଲି ଫ୍ୟାଟ୍ ଗୋ ସ୍ଲିମ୍ କ୍ୟାପସୁଲ୍ ଓ ତେଲ (173, 1516, 366, 1714)
best-for-washing-machines: Best For all washing machines (245, 1355, 329, 1401)
page-header (8, 0, 1489, 38)
page-number: 05 (1469, 2394, 1489, 2411)
minister-figure (1255, 1460, 1425, 1660)
jolly-fat-go-ad: www.jollyvaseer.com ଫିଟ୍ ରହୁ ଇଣ୍ଡିଆ ସ୍ଲିମ୍ ସ୍ମାର୍ଟ ଓ ଫିଟ୍ ଫିଗର ପାଇଁ ଜୋଲି ଫ୍ୟାଟ୍ ଗୋ ସ୍ଲିମ୍ କ୍ୟାପସୁଲ୍ ଓ ତେଲ JOLLY FAT-GO Anti Cellulite Oil ଲକ୍ଷାଧିକ ପରୀକ୍ଷା କଲେ ଆପଣ ବି ପରୀକ୍ଷା କରନ୍ତୁ JOLLY ଫ୍ୟାଟ୍ - ଗୋ ସ୍ଲିମ୍ କ୍ୟାପସୁଲ୍ ଓ ତେଲ ଆୟୁର୍ବେଦିକ ଔଷଧ ମାତ୍ର ୨ ମାସରେ ଅଦରକାରୀ ଚର୍ବି କମ୍ କରେ ମୋଟାପଣରୁ ମୁକ୍ତି ଦିଏ ଶରୀରକୁ ସୁନ୍ଦର ଓ ସୁଗଠିତ କରେ ସ୍ଲିମ୍ ଓ ଫିଟ୍ ରଖେ designindia ଅଧିକ ସୂଚନା ପାଇଁ ଔଷଧର ପ୍ୟାକିଂରେ ଦିଆଯାଇଥିବା ପୁସ୍ତିକା ନିଶ୍ଚୟ ପଢ଼ନ୍ତୁ, ଫିଟ୍ ଓ ସୁସ୍ଥ ରହନ୍ତୁ ସବୁ ମେଡିକାଲ ଷ୍ଟୋରରେ ଉପଲବ୍ଧ ★Helpdesk:093565-35710★S.S»Mahendra Pharma, Cuttack. (8, 1502, 373, 1951)
waist-photo (173, 1530, 366, 1660)
cholera-headline: ଝାଡ଼ାବାନ୍ତିରେ ୨ଶହ ଆକ୍ରାନ୍ତ (451, 1096, 863, 1222)
table-row: ୨. ମେସର୍ସ ଏସ କଣ୍ଡ୍ରାକସନ, ସତ୍ତ୍ୱାଧିକାରୀ : ଶ୍ରୀମତୀ ବିଶ୍ୱିତା ସେନାପତି, ସ୍ୱା : ରୂପ ପ୍ରସାଦ ନାୟକ, ପ୍ଲଟ ନଂ : ୧୦୮, ଏକାମ୍ର ବିହାର, କୋଲ୍ଲିୟା, ଭୁବନେଶ୍ୱର । ଟ. ୯୮,୬୯,୬୫୫.୦୦ + ସେ ବ୍ୟବଦସୁଧ ଓ ଖର୍ଚ୍ଚ ସହିତ ୨୯.୦୫.୨୦୧୩ / ୧୩.୦୮.୨୦୧୩ ଖ. ସମ୍ପତ୍ତି ମୌଜା : ଗଡ଼ଗଡ଼ିଆ, ଖାତା ନଂ : ୩୬୯, ପ୍ଲଟ ନଂ : ୧୫୯ ଓ ୧୬୦, କ୍ଷେତ୍ର : ଏକର ୦.୦୧୦ ଡିସିମିଲ, ଜିଲ୍ଲା : ଖୋର୍ଦ୍ଧା । (753, 2083, 1487, 2132)
feature-list: - ସବୁ ପ୍ରକାରର କପଡ଼ାରେ ପ୍ରଭାବକାରୀ - କପଡ଼ାର ରଙ୍ଗକୁ ବଜାୟ ରଖେ - ହାତକୁ ରଖେ ସୁରକ୍ଷିତ - ପାଣିର ସଞ୍ଚୟ - ସମୟ ସଞ୍ଚୟ - ପଇସା କମ୍ ସଫେଦି ଅଧିକ (185, 894, 336, 1023)
washing-machine-image (252, 1296, 322, 1356)
notice-subtitle: (ଧାରା ୧୩(୪) ସିକ୍ୟୁରିଟାଇଜେସନ୍ ଆଣ୍ଡ ରିକନଷ୍ଟ୍ରକସନ୍ ଅଫ୍ ଫାଇନାନ୍ସିଆଲ୍ ଆସେଟ୍ ଆଣ୍ଡ ଏନଫୋର୍ସମେଣ୍ଟ ଅଫ୍ ସିକ୍ୟୁରିଟି ଇଣ୍ଟରେଷ୍ଟ ଆକ୍ଟ ୨୦୦୨, ଧାରା ୮ ସିକ୍ୟୁରିଟି ଇଣ୍ଟରେଷ୍ଟ (ଏନଫୋର୍ସମେଣ୍ଟ) ନିୟମ ୨୦୦୨ ଅନୁଯାୟୀ ସ୍ଥାବର ସମ୍ପତ୍ତି ପାଇଁ) (1132, 1786, 1464, 1824)
lead-article-continued: ମୁଖ୍ୟରାସ୍ତା ପାର୍ଶ୍ୱରେ ଥିବା ଏହି ଷ୍ଟେସନରେ ଏଭଳି ଏକ ଚୋରି ଘଟଣାକୁ ନେଇ ନାନା ପ୍ରଶ୍ନ ଉଠୁଛି । ଏହାରେ ରେଳ କର୍ମଚାରୀଙ୍କ ସମ୍ପୃକ୍ତି ଥିବା ସନ୍ଦେହ କରାଯାଉଛି । ଧାରଣା ପାର୍ଶ୍ୱରେ ଲାଞ୍ଜିଗଡ଼ ଲାଇନରେ ଥିବା ଗୁଡ଼ିକ ବଗି ସହ ଖାଲି ହୋଇଥିବା ମାଲଗାଡ଼ି ଲାଞ୍ଜି ଷ୍ଟେସନ୍ ଛାଡ଼ିଛି । (755, 775, 1312, 830)
drs-care-ad (8, 796, 373, 1494)
award-photo: Outdoor Partner Graphis Book Launch EDUCATING INDIA July, 20 (946, 1373, 1483, 1666)
cholera-article-continued: ଡାକ୍ତରଖାନାରେ ୧୨୨, ପାଣ୍ଡୁଲେଡ୍ଭରେ ୫୬, ଦେଓଗାଁରେ ୩୫ ଜଣ ଚିକିତ୍ସିତ ହେଉଛନ୍ତି । ମେଡିକାଲ ଟିମ୍ ଗାଁ ଗାଁ ବୁଲି ରୋଗୀଙ୍କ ଚିହ୍ନଟ କରୁଛି । ଡାକ୍ତରଙ୍କ ଅଭାବ ଯୋଗୁଁ ଚିକିତ୍ସାରେ ଅସୁବିଧା ହେଉଥିବା ଅଭିଯୋଗ ହୋଇଛି । ଲୋକଙ୍କୁ ଫୁଟା ପାଣି ପିଇବାକୁ ପରାମର୍ଶ ଦିଆଯାଇଛି । ପରିସ୍ଥିତି ନିୟନ୍ତ୍ରଣରେ ଥିବା ପ୍ରଶାସନ ଦାବି କରିଛି । (580, 1569, 932, 1681)
jolly-logo: JOLLY (123, 1738, 214, 1763)
